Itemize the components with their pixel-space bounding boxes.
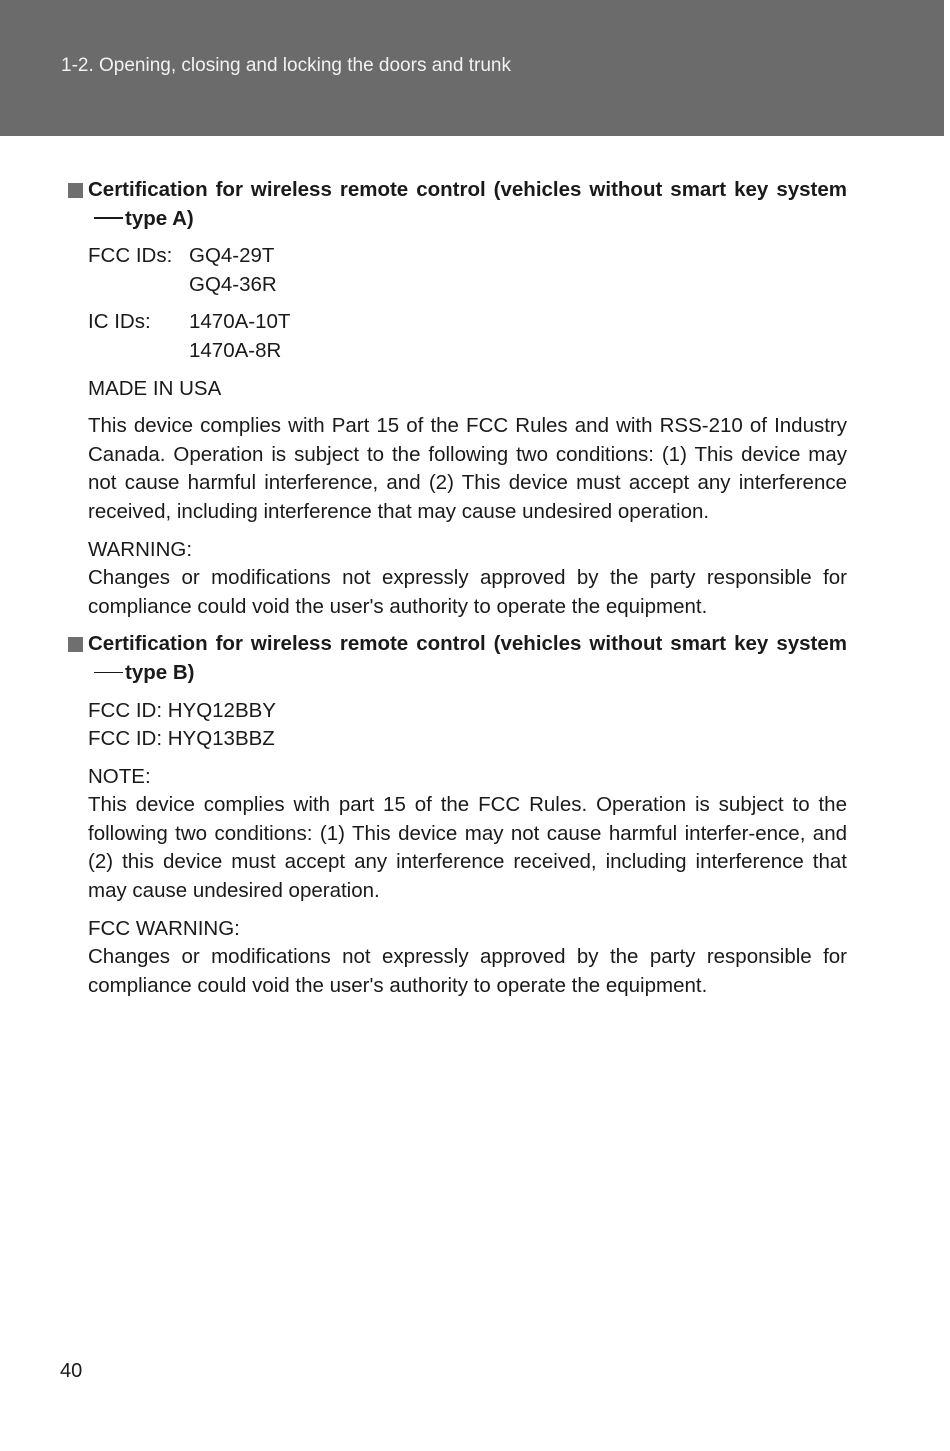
em-dash-icon (94, 217, 123, 219)
heading-text: Certification for wireless remote control (vehicles without smart key system (88, 178, 847, 201)
compliance-paragraph: This device complies with Part 15 of the FCC Rules and with RSS-210 of Industry Canada. Operation is subject to the following two conditions: (1) This device may not cause harmful interference, and (2) This device must accept any interference received, including interference that may cause undesired operation. (88, 414, 847, 523)
fcc-ids-row (68, 242, 847, 299)
section-heading-type-a (68, 176, 847, 233)
heading-type: type B) (125, 660, 195, 684)
note-title: NOTE: (88, 764, 151, 788)
section-title: 1-2. Opening, closing and locking the doors and trunk (61, 55, 511, 76)
warning-title: WARNING: (88, 537, 193, 561)
made-in-text: MADE IN USA (88, 376, 222, 400)
ic-ids-row (68, 308, 847, 365)
note-block (68, 763, 847, 906)
note-text: This device complies with part 15 of the FCC Rules. Operation is subject to the following two conditions: (1) This device may not cause harmful interfer-ence, and (2) this device must accept any interference received, including interference that may cause undesired operation. (88, 793, 847, 903)
ic-ids-label: IC IDs: (88, 310, 151, 334)
square-bullet-icon (68, 183, 83, 198)
fcc-id-line: FCC ID: HYQ12BBY (88, 698, 276, 722)
heading-text: Certification for wireless remote control (vehicles without smart key system (88, 632, 847, 656)
fcc-id-lines (68, 697, 847, 754)
ic-ids-values (189, 308, 290, 365)
fcc-ids-values (189, 242, 277, 299)
fcc-id-value: GQ4-29T (189, 244, 275, 268)
square-bullet-icon (68, 637, 83, 652)
fcc-warning-block (68, 915, 847, 1001)
ic-id-value: 1470A-10T (189, 310, 291, 334)
fcc-id-value: GQ4-36R (189, 272, 277, 296)
ic-id-value: 1470A-8R (189, 338, 282, 362)
header-band (0, 0, 944, 136)
page-number: 40 (60, 1360, 83, 1382)
fcc-warning-title: FCC WARNING: (88, 916, 240, 940)
fcc-warning-text: Changes or modifications not expressly approved by the party responsible for compliance could void the user's authority to operate the equipment. (88, 945, 847, 997)
heading-type: type A) (125, 206, 194, 230)
section-heading-type-b (68, 630, 847, 687)
em-dash-icon (94, 672, 123, 674)
fcc-id-line: FCC ID: HYQ13BBZ (88, 727, 275, 751)
fcc-ids-label: FCC IDs: (88, 244, 173, 268)
warning-text: Changes or modifications not expressly approved by the party responsible for compliance could void the user's authority to operate the equipment. (88, 566, 847, 618)
warning-block (68, 536, 847, 622)
page-content (68, 176, 847, 1009)
